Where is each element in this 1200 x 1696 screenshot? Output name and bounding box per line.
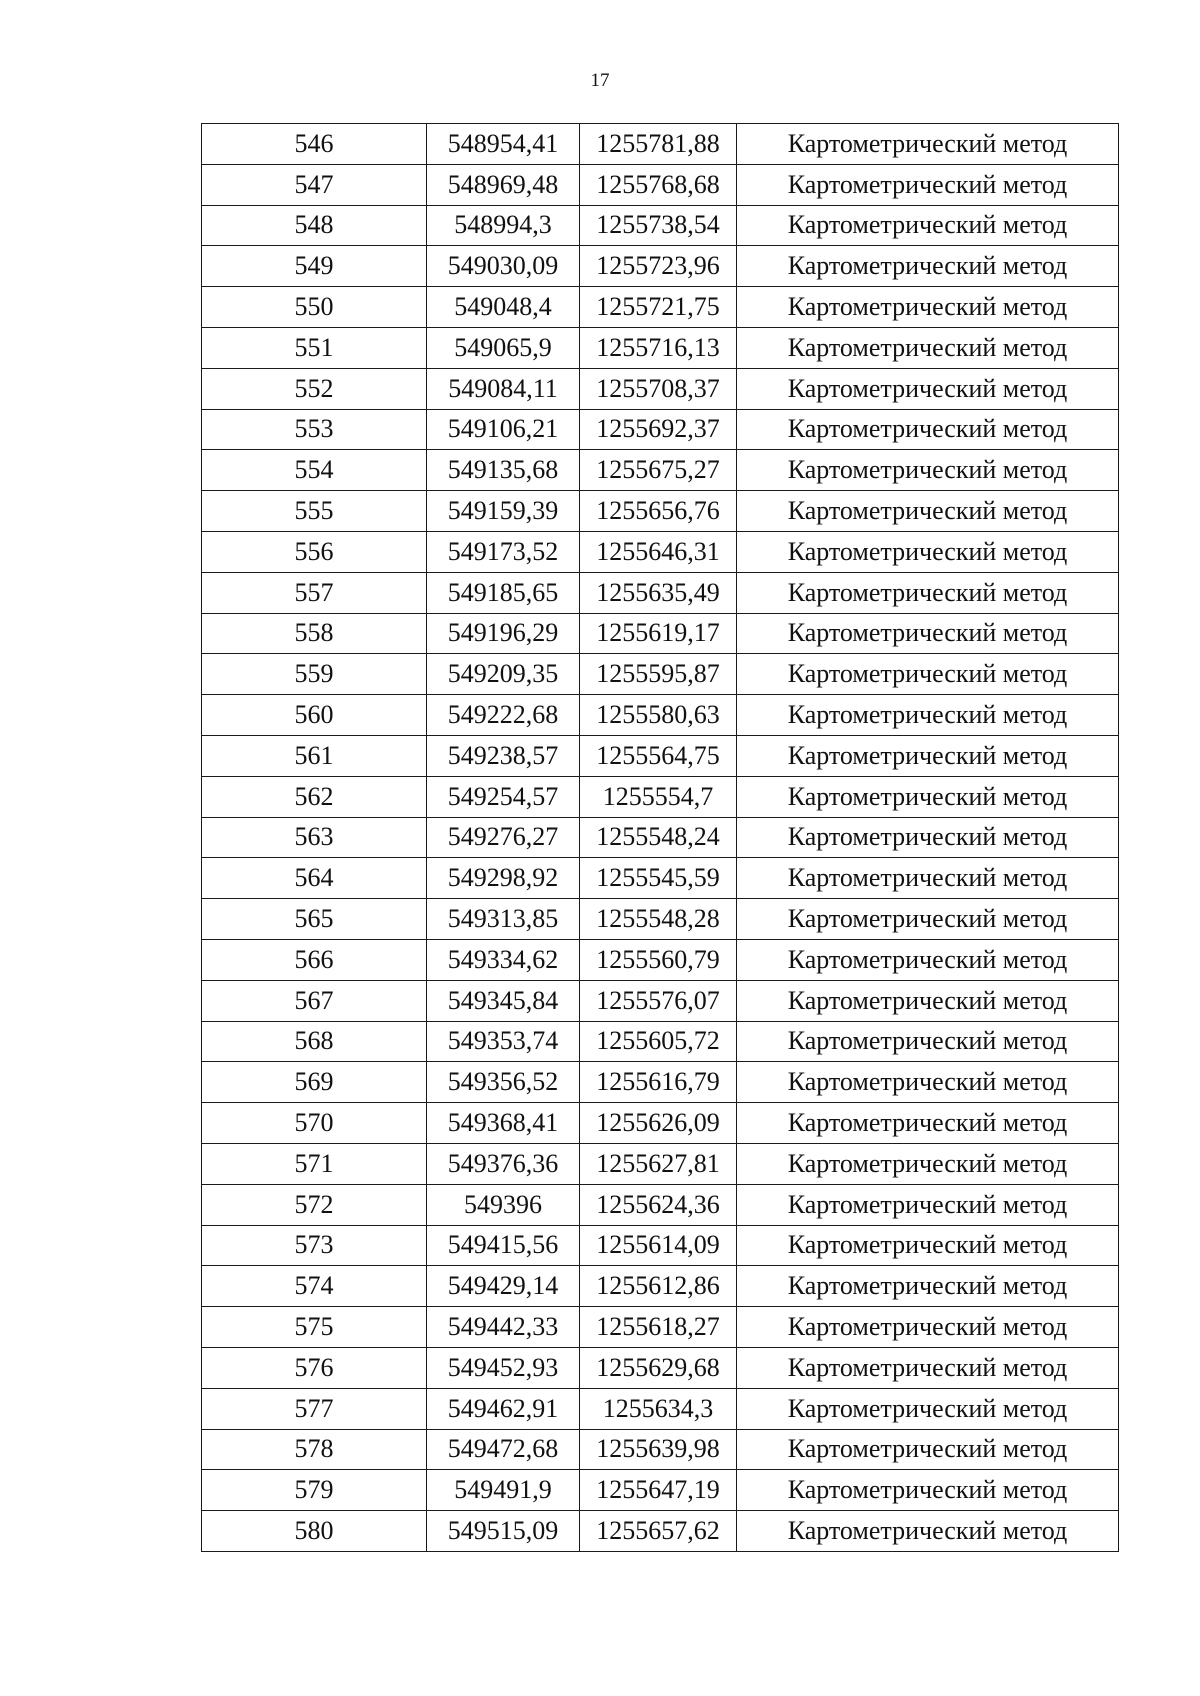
point-number-cell: 579 bbox=[202, 1470, 427, 1511]
x-coordinate-cell: 549222,68 bbox=[427, 695, 580, 736]
method-cell: Картометрический метод bbox=[737, 1429, 1119, 1470]
table-row bbox=[202, 695, 1119, 736]
point-number-cell: 560 bbox=[202, 695, 427, 736]
x-coordinate-cell: 549491,9 bbox=[427, 1470, 580, 1511]
table-row bbox=[202, 205, 1119, 246]
point-number-cell: 563 bbox=[202, 817, 427, 858]
point-number-cell: 567 bbox=[202, 980, 427, 1021]
table-row bbox=[202, 654, 1119, 695]
method-cell: Картометрический метод bbox=[737, 776, 1119, 817]
table-row bbox=[202, 491, 1119, 532]
x-coordinate-cell: 549334,62 bbox=[427, 939, 580, 980]
method-cell: Картометрический метод bbox=[737, 246, 1119, 287]
x-coordinate-cell: 549396 bbox=[427, 1184, 580, 1225]
point-number-cell: 555 bbox=[202, 491, 427, 532]
table-row bbox=[202, 1225, 1119, 1266]
y-coordinate-cell: 1255612,86 bbox=[580, 1266, 737, 1307]
y-coordinate-cell: 1255646,31 bbox=[580, 531, 737, 572]
point-number-cell: 557 bbox=[202, 572, 427, 613]
y-coordinate-cell: 1255548,28 bbox=[580, 899, 737, 940]
table-row bbox=[202, 1143, 1119, 1184]
method-cell: Картометрический метод bbox=[737, 205, 1119, 246]
table-row bbox=[202, 531, 1119, 572]
y-coordinate-cell: 1255560,79 bbox=[580, 939, 737, 980]
y-coordinate-cell: 1255595,87 bbox=[580, 654, 737, 695]
method-cell: Картометрический метод bbox=[737, 1225, 1119, 1266]
table-row bbox=[202, 1470, 1119, 1511]
table-row bbox=[202, 450, 1119, 491]
y-coordinate-cell: 1255647,19 bbox=[580, 1470, 737, 1511]
x-coordinate-cell: 549345,84 bbox=[427, 980, 580, 1021]
coordinates-table bbox=[201, 123, 1119, 1552]
point-number-cell: 558 bbox=[202, 613, 427, 654]
method-cell: Картометрический метод bbox=[737, 409, 1119, 450]
table-row bbox=[202, 613, 1119, 654]
method-cell: Картометрический метод bbox=[737, 695, 1119, 736]
y-coordinate-cell: 1255634,3 bbox=[580, 1388, 737, 1429]
y-coordinate-cell: 1255576,07 bbox=[580, 980, 737, 1021]
table-row bbox=[202, 572, 1119, 613]
table-row bbox=[202, 817, 1119, 858]
x-coordinate-cell: 549368,41 bbox=[427, 1103, 580, 1144]
table-row bbox=[202, 1511, 1119, 1552]
table-row bbox=[202, 1062, 1119, 1103]
coordinates-table-body bbox=[202, 124, 1119, 1552]
y-coordinate-cell: 1255781,88 bbox=[580, 124, 737, 165]
x-coordinate-cell: 549196,29 bbox=[427, 613, 580, 654]
point-number-cell: 574 bbox=[202, 1266, 427, 1307]
table-row bbox=[202, 287, 1119, 328]
point-number-cell: 565 bbox=[202, 899, 427, 940]
point-number-cell: 556 bbox=[202, 531, 427, 572]
method-cell: Картометрический метод bbox=[737, 613, 1119, 654]
x-coordinate-cell: 549442,33 bbox=[427, 1307, 580, 1348]
y-coordinate-cell: 1255721,75 bbox=[580, 287, 737, 328]
table-row bbox=[202, 899, 1119, 940]
point-number-cell: 571 bbox=[202, 1143, 427, 1184]
y-coordinate-cell: 1255580,63 bbox=[580, 695, 737, 736]
y-coordinate-cell: 1255564,75 bbox=[580, 735, 737, 776]
table-row bbox=[202, 1429, 1119, 1470]
x-coordinate-cell: 549254,57 bbox=[427, 776, 580, 817]
point-number-cell: 548 bbox=[202, 205, 427, 246]
method-cell: Картометрический метод bbox=[737, 735, 1119, 776]
y-coordinate-cell: 1255618,27 bbox=[580, 1307, 737, 1348]
point-number-cell: 580 bbox=[202, 1511, 427, 1552]
point-number-cell: 550 bbox=[202, 287, 427, 328]
y-coordinate-cell: 1255545,59 bbox=[580, 858, 737, 899]
point-number-cell: 578 bbox=[202, 1429, 427, 1470]
method-cell: Картометрический метод bbox=[737, 1511, 1119, 1552]
method-cell: Картометрический метод bbox=[737, 1470, 1119, 1511]
method-cell: Картометрический метод bbox=[737, 1307, 1119, 1348]
x-coordinate-cell: 549185,65 bbox=[427, 572, 580, 613]
x-coordinate-cell: 549462,91 bbox=[427, 1388, 580, 1429]
method-cell: Картометрический метод bbox=[737, 572, 1119, 613]
x-coordinate-cell: 549106,21 bbox=[427, 409, 580, 450]
table-row bbox=[202, 980, 1119, 1021]
x-coordinate-cell: 549298,92 bbox=[427, 858, 580, 899]
method-cell: Картометрический метод bbox=[737, 899, 1119, 940]
point-number-cell: 566 bbox=[202, 939, 427, 980]
point-number-cell: 568 bbox=[202, 1021, 427, 1062]
table-row bbox=[202, 1103, 1119, 1144]
method-cell: Картометрический метод bbox=[737, 327, 1119, 368]
y-coordinate-cell: 1255624,36 bbox=[580, 1184, 737, 1225]
method-cell: Картометрический метод bbox=[737, 654, 1119, 695]
x-coordinate-cell: 549238,57 bbox=[427, 735, 580, 776]
y-coordinate-cell: 1255554,7 bbox=[580, 776, 737, 817]
point-number-cell: 547 bbox=[202, 164, 427, 205]
page-number: 17 bbox=[590, 70, 610, 91]
table-row bbox=[202, 939, 1119, 980]
x-coordinate-cell: 548994,3 bbox=[427, 205, 580, 246]
method-cell: Картометрический метод bbox=[737, 980, 1119, 1021]
y-coordinate-cell: 1255605,72 bbox=[580, 1021, 737, 1062]
method-cell: Картометрический метод bbox=[737, 939, 1119, 980]
point-number-cell: 573 bbox=[202, 1225, 427, 1266]
point-number-cell: 559 bbox=[202, 654, 427, 695]
method-cell: Картометрический метод bbox=[737, 491, 1119, 532]
x-coordinate-cell: 549048,4 bbox=[427, 287, 580, 328]
x-coordinate-cell: 549276,27 bbox=[427, 817, 580, 858]
x-coordinate-cell: 549353,74 bbox=[427, 1021, 580, 1062]
x-coordinate-cell: 549209,35 bbox=[427, 654, 580, 695]
x-coordinate-cell: 549135,68 bbox=[427, 450, 580, 491]
method-cell: Картометрический метод bbox=[737, 1266, 1119, 1307]
table-row bbox=[202, 124, 1119, 165]
y-coordinate-cell: 1255627,81 bbox=[580, 1143, 737, 1184]
method-cell: Картометрический метод bbox=[737, 1103, 1119, 1144]
method-cell: Картометрический метод bbox=[737, 1143, 1119, 1184]
method-cell: Картометрический метод bbox=[737, 531, 1119, 572]
y-coordinate-cell: 1255635,49 bbox=[580, 572, 737, 613]
table-row bbox=[202, 776, 1119, 817]
y-coordinate-cell: 1255548,24 bbox=[580, 817, 737, 858]
table-row bbox=[202, 246, 1119, 287]
x-coordinate-cell: 549313,85 bbox=[427, 899, 580, 940]
x-coordinate-cell: 549159,39 bbox=[427, 491, 580, 532]
point-number-cell: 562 bbox=[202, 776, 427, 817]
method-cell: Картометрический метод bbox=[737, 817, 1119, 858]
x-coordinate-cell: 549030,09 bbox=[427, 246, 580, 287]
x-coordinate-cell: 549173,52 bbox=[427, 531, 580, 572]
point-number-cell: 546 bbox=[202, 124, 427, 165]
table-row bbox=[202, 1184, 1119, 1225]
y-coordinate-cell: 1255626,09 bbox=[580, 1103, 737, 1144]
method-cell: Картометрический метод bbox=[737, 164, 1119, 205]
table-row bbox=[202, 858, 1119, 899]
y-coordinate-cell: 1255716,13 bbox=[580, 327, 737, 368]
y-coordinate-cell: 1255692,37 bbox=[580, 409, 737, 450]
table-row bbox=[202, 368, 1119, 409]
point-number-cell: 549 bbox=[202, 246, 427, 287]
y-coordinate-cell: 1255675,27 bbox=[580, 450, 737, 491]
method-cell: Картометрический метод bbox=[737, 1062, 1119, 1103]
y-coordinate-cell: 1255708,37 bbox=[580, 368, 737, 409]
point-number-cell: 554 bbox=[202, 450, 427, 491]
y-coordinate-cell: 1255738,54 bbox=[580, 205, 737, 246]
method-cell: Картометрический метод bbox=[737, 1184, 1119, 1225]
x-coordinate-cell: 549515,09 bbox=[427, 1511, 580, 1552]
point-number-cell: 564 bbox=[202, 858, 427, 899]
point-number-cell: 575 bbox=[202, 1307, 427, 1348]
table-row bbox=[202, 409, 1119, 450]
y-coordinate-cell: 1255657,62 bbox=[580, 1511, 737, 1552]
point-number-cell: 553 bbox=[202, 409, 427, 450]
point-number-cell: 552 bbox=[202, 368, 427, 409]
method-cell: Картометрический метод bbox=[737, 287, 1119, 328]
y-coordinate-cell: 1255639,98 bbox=[580, 1429, 737, 1470]
x-coordinate-cell: 549452,93 bbox=[427, 1347, 580, 1388]
method-cell: Картометрический метод bbox=[737, 450, 1119, 491]
x-coordinate-cell: 548954,41 bbox=[427, 124, 580, 165]
table-row bbox=[202, 1307, 1119, 1348]
method-cell: Картометрический метод bbox=[737, 858, 1119, 899]
x-coordinate-cell: 549472,68 bbox=[427, 1429, 580, 1470]
method-cell: Картометрический метод bbox=[737, 1021, 1119, 1062]
x-coordinate-cell: 549376,36 bbox=[427, 1143, 580, 1184]
method-cell: Картометрический метод bbox=[737, 1388, 1119, 1429]
y-coordinate-cell: 1255723,96 bbox=[580, 246, 737, 287]
point-number-cell: 569 bbox=[202, 1062, 427, 1103]
method-cell: Картометрический метод bbox=[737, 368, 1119, 409]
method-cell: Картометрический метод bbox=[737, 124, 1119, 165]
table-row bbox=[202, 164, 1119, 205]
x-coordinate-cell: 549084,11 bbox=[427, 368, 580, 409]
x-coordinate-cell: 549415,56 bbox=[427, 1225, 580, 1266]
y-coordinate-cell: 1255768,68 bbox=[580, 164, 737, 205]
y-coordinate-cell: 1255616,79 bbox=[580, 1062, 737, 1103]
table-row bbox=[202, 1347, 1119, 1388]
point-number-cell: 576 bbox=[202, 1347, 427, 1388]
x-coordinate-cell: 549356,52 bbox=[427, 1062, 580, 1103]
table-row bbox=[202, 1388, 1119, 1429]
x-coordinate-cell: 549065,9 bbox=[427, 327, 580, 368]
y-coordinate-cell: 1255629,68 bbox=[580, 1347, 737, 1388]
point-number-cell: 570 bbox=[202, 1103, 427, 1144]
table-row bbox=[202, 1021, 1119, 1062]
y-coordinate-cell: 1255614,09 bbox=[580, 1225, 737, 1266]
table-row bbox=[202, 1266, 1119, 1307]
x-coordinate-cell: 548969,48 bbox=[427, 164, 580, 205]
method-cell: Картометрический метод bbox=[737, 1347, 1119, 1388]
point-number-cell: 577 bbox=[202, 1388, 427, 1429]
y-coordinate-cell: 1255656,76 bbox=[580, 491, 737, 532]
table-row bbox=[202, 735, 1119, 776]
point-number-cell: 551 bbox=[202, 327, 427, 368]
point-number-cell: 572 bbox=[202, 1184, 427, 1225]
table-row bbox=[202, 327, 1119, 368]
x-coordinate-cell: 549429,14 bbox=[427, 1266, 580, 1307]
point-number-cell: 561 bbox=[202, 735, 427, 776]
y-coordinate-cell: 1255619,17 bbox=[580, 613, 737, 654]
